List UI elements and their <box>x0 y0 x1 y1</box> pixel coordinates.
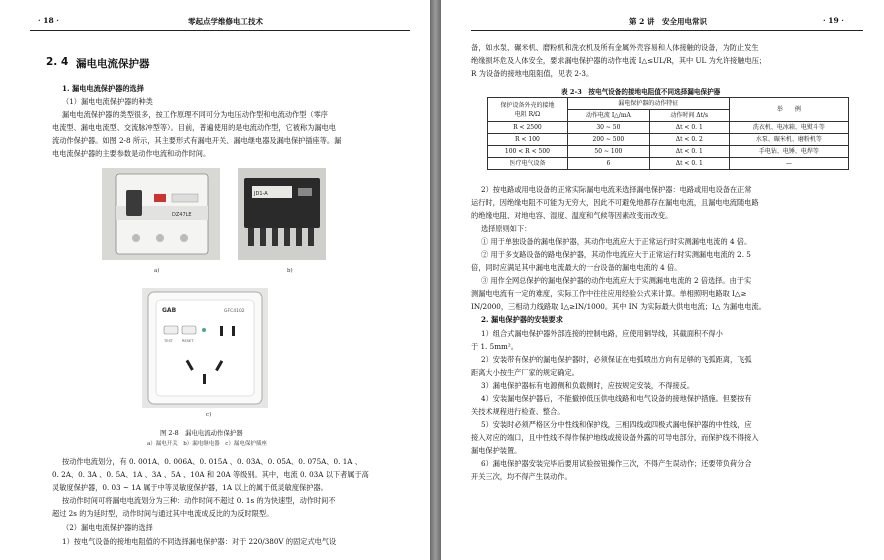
fig-b-label: b) <box>287 268 293 274</box>
paragraph-ground-resistance: 1）按电气设备的接地电阻值的不同选择漏电保护器：对于 220/380V 的固定式电气设 <box>62 537 337 546</box>
relay-brand: JD1-A <box>254 191 268 197</box>
book-gutter <box>430 0 441 560</box>
heading-types: （1）漏电电流保护器的种类 <box>62 97 153 106</box>
table-cell: 50 ~ 100 <box>567 146 649 158</box>
socket-model: GFC4102 <box>224 309 245 314</box>
text-line: 电流型、漏电电流型、交流脉冲型等）。目前，普遍使用的是电流动作型，它被称为漏电电 <box>52 123 336 132</box>
table-cell: Δt < 0. 1 <box>649 158 729 170</box>
left-header-rule <box>30 30 410 31</box>
table-header-resistance: 保护设备外壳的接地 电阻 R/Ω <box>488 98 568 122</box>
resistance-selection-table <box>487 97 849 170</box>
leakage-switch-photo <box>102 168 220 260</box>
text-line: R 为设备的接地电阻阻值，见表 2-3。 <box>471 69 594 78</box>
text-line: 0. 2A、0. 3A 、0. 5A、1A 、3A 、5A 、10A 和 20A 等级别。其中，电流 0. 03A 以下者属于高 <box>52 470 369 479</box>
text-line: 流动作保护器。如图 2-8 所示，其主要形式有漏电开关、漏电继电器及漏电保护插座等。漏 <box>52 136 342 145</box>
figure-caption: 图 2-8 漏电电流动作保护器 <box>160 429 243 437</box>
right-page <box>441 0 884 560</box>
text-line: 超过 2s 的为延时型，动作时间与通过其中电流成反比的为反时限型。 <box>52 509 274 518</box>
text-line: 6）漏电保护器安装完毕后要用试验按钮操作三次，不得产生误动作；还要带负荷分合 <box>481 459 752 468</box>
text-line: 运行时，因绝缘电阻不可能为无穷大，因此不可避免地都存在漏电电流，且漏电电流随电路 <box>471 198 759 207</box>
table-cell: R < 2500 <box>488 122 568 134</box>
table-cell: Δt < 0. 1 <box>649 122 729 134</box>
table-header-current: 动作电流 I△/mA <box>567 110 649 122</box>
text-line: 关技术规程进行检查、整合。 <box>471 407 565 416</box>
text-line: 2）按电路或用电设备的正常实际漏电电流来选择漏电保护器：电路或用电设备在正常 <box>481 185 752 194</box>
text-line: 电电流保护器的主要参数是动作电流和动作时间。 <box>52 149 211 158</box>
text-line: 按动作电流划分，有 0. 001A、0. 006A、0. 015A 、0. 03A、0. 05A、0. 075A、0. 1A 、 <box>62 457 362 466</box>
table-row <box>488 134 849 146</box>
heading-selection: 1. 漏电电流保护器的选择 <box>62 84 144 93</box>
table-header-time: 动作时间 Δt/s <box>649 110 729 122</box>
table-header-example: 举 例 <box>729 98 848 122</box>
table-cell: Δt < 0. 1 <box>649 146 729 158</box>
text-line: 5）安装时必须严格区分中性线和保护线，三相四线或四极式漏电保护器的中性线，应 <box>481 420 752 429</box>
leakage-socket-photo <box>142 288 268 408</box>
text-line: 接入对应的端口，且中性线不得作保护地线或接设备外露的可导电部分，而保护线不得接入 <box>471 433 759 442</box>
text-line: 漏电电流保护器的类型很多，按工作原理不同可分为电压动作型和电流动作型（零序 <box>62 110 328 119</box>
text-line: 2）安装带有保护的漏电保护器时，必须保证在电弧喷出方向有足够的飞弧距离，飞弧 <box>481 355 752 364</box>
left-page-number: · 18 · <box>38 16 59 25</box>
section-title: 漏电电流保护器 <box>76 58 150 70</box>
text-line: IN/2000，三相动力线路取 I△≥IN/1000。其中 IN 为实际最大供电电流；I△ 为漏电电流。 <box>471 302 766 311</box>
text-line: ① 用于单独设备的漏电保护器，其动作电流应大于正常运行时实测漏电电流的 4 倍。 <box>481 237 752 246</box>
table-cell: 6 <box>567 158 649 170</box>
text-line: 备，如水泵、碾米机、磨粉机和洗衣机及所有金属外壳容易和人体接触的设备，为防止发生 <box>471 43 759 52</box>
table-header-params: 漏电保护器的动作特征 <box>567 98 729 110</box>
right-header-rule <box>471 30 863 31</box>
table-cell: 手电钻、电锤、电焊等 <box>729 146 848 158</box>
right-running-title: 第 2 讲 安全用电常识 <box>629 17 707 26</box>
table-caption: 表 2-3 按电气设备的接地电阻值不同选择漏电保护器 <box>561 88 721 96</box>
table-cell: 医疗电气设备 <box>488 158 568 170</box>
leakage-relay-photo <box>238 168 326 260</box>
fig-a-label: a) <box>154 268 160 274</box>
table-row <box>488 146 849 158</box>
text-line: 选择原则如下： <box>481 224 532 233</box>
socket-brand: GAB <box>162 307 177 314</box>
table-row <box>488 122 849 134</box>
table-cell: Δt < 0. 2 <box>649 134 729 146</box>
table-cell: 200 ~ 500 <box>567 134 649 146</box>
text-line: 漏电保护装置。 <box>471 446 522 455</box>
text-line: 灵敏度保护器，0. 03 ~ 1A 属于中等灵敏度保护器，1A 以上的属于低灵敏度保护器。 <box>52 483 328 492</box>
heading-select-protector: （2）漏电电流保护器的选择 <box>62 523 153 532</box>
table-cell: 30 ~ 50 <box>567 122 649 134</box>
table-cell: 洗衣机、电冰箱、电熨斗等 <box>729 122 848 134</box>
text-line: ② 用于多支路设备的路电保护器，其动作电流应大于正常运行时实测漏电电流的 2. 5 <box>481 250 751 259</box>
section-number: 2. 4 <box>46 56 69 68</box>
text-line: 1）组合式漏电保护器外部连接的控制电路，应使用铜导线，其截面积不得小 <box>481 329 723 338</box>
text-line: 测漏电电流有一定的难度，实际工作中往往应用经验公式来计算。单相照明电路取 I△≥ <box>471 289 747 298</box>
text-line: 于 1. 5mm²。 <box>471 342 518 351</box>
socket-reset-label: RESET <box>182 339 194 343</box>
breaker-brand: DZ47LE <box>172 212 192 218</box>
text-line: 倍，同时应满足其中漏电电流最大的一台设备的漏电电流的 4 倍。 <box>471 263 682 272</box>
left-running-title: 零起点学维修电工技术 <box>188 17 263 26</box>
table-cell: — <box>729 158 848 170</box>
text-line: 绝缘损坏危及人体安全，要求漏电保护器的动作电流 I△≤UL/R，其中 UL 为允许接触电压； <box>471 56 767 65</box>
text-line: 开关三次，均不得产生误动作。 <box>471 472 572 481</box>
table-cell: 水泵、碾米机、磨粉机等 <box>729 134 848 146</box>
heading-install: 2. 漏电保护器的安装要求 <box>481 315 563 324</box>
text-line: ③ 用作全网总保护的漏电保护器的动作电流应大于实测漏电电流的 2 倍选择。由于实 <box>481 276 752 285</box>
fig-c-label: c) <box>206 412 212 418</box>
text-line: 的绝缘电阻、对地电容、湿度、温度和气候等因素改变而改变。 <box>471 211 673 220</box>
table-cell: 100 < R < 500 <box>488 146 568 158</box>
table-cell: R < 100 <box>488 134 568 146</box>
figure-subcaption: a）漏电开关 b）漏电继电器 c）漏电保护插座 <box>147 441 267 447</box>
text-line: 按动作时间可将漏电电流划分为三种：动作时间不超过 0. 1s 的为快速型，动作时间不 <box>62 496 336 505</box>
table-row <box>488 158 849 170</box>
right-page-number: · 19 · <box>823 16 844 25</box>
left-page <box>0 0 430 560</box>
text-line: 3）漏电保护器标有电源侧和负载侧时，应按规定安装，不得接反。 <box>481 381 695 390</box>
text-line: 距离大小按生产厂家的规定确定。 <box>471 368 579 377</box>
text-line: 4）安装漏电保护器后，不能撤掉低压供电线路和电气设备的接地保护措施。但要按有 <box>481 394 752 403</box>
socket-test-label: TEST <box>164 339 173 343</box>
